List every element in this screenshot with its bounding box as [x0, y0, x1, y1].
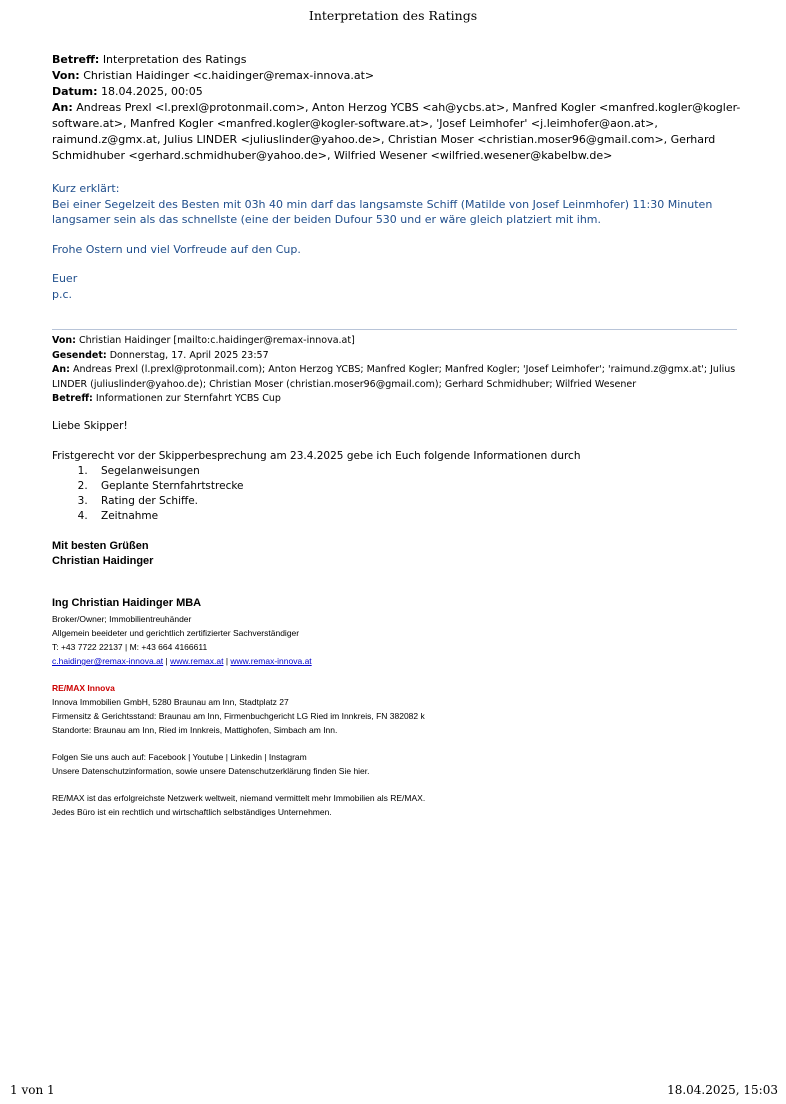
orig-from-value: Christian Haidinger [mailto:c.haidinger@remax-innova.at] [78, 335, 355, 346]
privacy-note: Unsere Datenschutzinformation, sowie unsere Datenschutzerklärung finden Sie hier. [52, 766, 370, 776]
signature-links [52, 654, 742, 668]
list-item: 4. Zeitnahme [91, 509, 742, 524]
from-label: Von: [52, 69, 80, 82]
reply-closing: Euer [52, 272, 78, 285]
page-title: Interpretation des Ratings [308, 8, 478, 23]
signature-phone: T: +43 7722 22137 | M: +43 664 4166611 [52, 642, 208, 652]
link-separator: | [223, 656, 231, 666]
to-line [52, 100, 742, 164]
reply-intro: Kurz erklärt: [52, 182, 120, 195]
quote-divider [52, 329, 737, 330]
date-line [52, 84, 742, 100]
regards-name: Christian Haidinger [52, 555, 154, 567]
from-line [52, 68, 742, 84]
orig-subject-value: Informationen zur Sternfahrt YCBS Cup [95, 393, 281, 404]
orig-subject-label: Betreff: [52, 393, 93, 404]
orig-subject-line [52, 392, 742, 407]
from-value: Christian Haidinger <c.haidinger@remax-innova.at> [83, 69, 375, 82]
regards: Mit besten Grüßen [52, 540, 149, 552]
date-value: 18.04.2025, 00:05 [101, 85, 203, 98]
company-register: Firmensitz & Gerichtsstand: Braunau am Inn, Firmenbuchgericht LG Ried im Innkreis, FN 382082 k [52, 711, 425, 721]
salutation: Liebe Skipper! [52, 420, 128, 432]
regards-block [52, 539, 742, 569]
independent-note: Jedes Büro ist ein rechtlich und wirtschaftlich selbständiges Unternehmen. [52, 807, 332, 817]
orig-to-value: Andreas Prexl (l.prexl@protonmail.com); Anton Herzog YCBS; Manfred Kogler; Manfred Kogler; 'Josef Leimhofer'; 'raimund.z@gmx.at'; Julius LINDER (juliuslinder@yahoo.de); Christian Moser (christian.moser96@gmail.com); Gerhard Schmidhuber; Wilfried Wesener [52, 364, 736, 390]
original-header [52, 334, 742, 407]
subject-line [52, 52, 742, 68]
remax-innova-link[interactable]: www.remax-innova.at [230, 656, 312, 666]
signature-role: Broker/Owner; Immobilientreuhänder [52, 614, 192, 624]
subject-label: Betreff: [52, 53, 100, 66]
company-address: Innova Immobilien GmbH, 5280 Braunau am Inn, Stadtplatz 27 [52, 697, 289, 707]
email-header [52, 52, 742, 164]
email-link[interactable]: c.haidinger@remax-innova.at [52, 656, 164, 666]
social-follow: Folgen Sie uns auch auf: Facebook | Youtube | Linkedin | Instagram [52, 752, 307, 762]
to-label: An: [52, 101, 73, 114]
orig-from-line [52, 334, 742, 349]
original-intro: Fristgerecht vor der Skipperbesprechung am 23.4.2025 gebe ich Euch folgende Informationen durch [52, 450, 581, 462]
orig-to-label: An: [52, 364, 70, 375]
orig-sent-label: Gesendet: [52, 349, 107, 361]
info-list [52, 464, 742, 524]
orig-from-label: Von: [52, 335, 76, 346]
reply-wish: Frohe Ostern und viel Vorfreude auf den Cup. [52, 242, 301, 256]
orig-sent-line [52, 349, 742, 364]
subject-value: Interpretation des Ratings [102, 53, 247, 66]
orig-sent-value: Donnerstag, 17. April 2025 23:57 [109, 349, 269, 361]
reply-body [52, 181, 742, 302]
to-value: Andreas Prexl <l.prexl@protonmail.com>, Anton Herzog YCBS <ah@ycbs.at>, Manfred Kogler <manfred.kogler@kogler-software.at>, Manfred Kogler <manfred.kogler@kogler-software.at>, 'Josef Leimhofer' <j.leimhofer@aon.at>, raimund.z@gmx.at, Julius LINDER <juliuslinder@yahoo.de>, Christian Moser <christian.moser96@gmail.com>, Gerhard Schmidhuber <gerhard.schmidhuber@yahoo.de>, Wilfried Wesener <wilfried.wesener@kabelbw.de> [52, 101, 741, 162]
email-signature [52, 595, 742, 819]
page-count: 1 von 1 [10, 1083, 55, 1097]
signature-name: Ing Christian Haidinger MBA [52, 597, 202, 609]
orig-to-line [52, 363, 742, 392]
signature-expert: Allgemein beeideter und gerichtlich zertifizierter Sachverständiger [52, 628, 300, 638]
original-body [52, 419, 742, 524]
company-locations: Standorte: Braunau am Inn, Ried im Innkreis, Mattighofen, Simbach am Inn. [52, 725, 338, 735]
network-note: RE/MAX ist das erfolgreichste Netzwerk weltweit, niemand vermittelt mehr Immobilien als RE/MAX. [52, 793, 426, 803]
link-separator: | [163, 656, 171, 666]
date-label: Datum: [52, 85, 98, 98]
reply-text: Bei einer Segelzeit des Besten mit 03h 40 min darf das langsamste Schiff (Matilde von Josef Leinmhofer) 11:30 Minuten langsamer sein als das schnellste (eine der beiden Dufour 530 und er wäre gleich platziert mit ihm. [52, 197, 713, 226]
list-item: 1. Segelanweisungen [91, 464, 742, 479]
list-item: 2. Geplante Sternfahrtstrecke [91, 479, 742, 494]
brand-name: RE/MAX Innova [52, 683, 115, 693]
remax-link[interactable]: www.remax.at [170, 656, 224, 666]
list-item: 3. Rating der Schiffe. [91, 494, 742, 509]
reply-signature: p.c. [52, 287, 73, 301]
print-timestamp: 18.04.2025, 15:03 [667, 1083, 778, 1097]
